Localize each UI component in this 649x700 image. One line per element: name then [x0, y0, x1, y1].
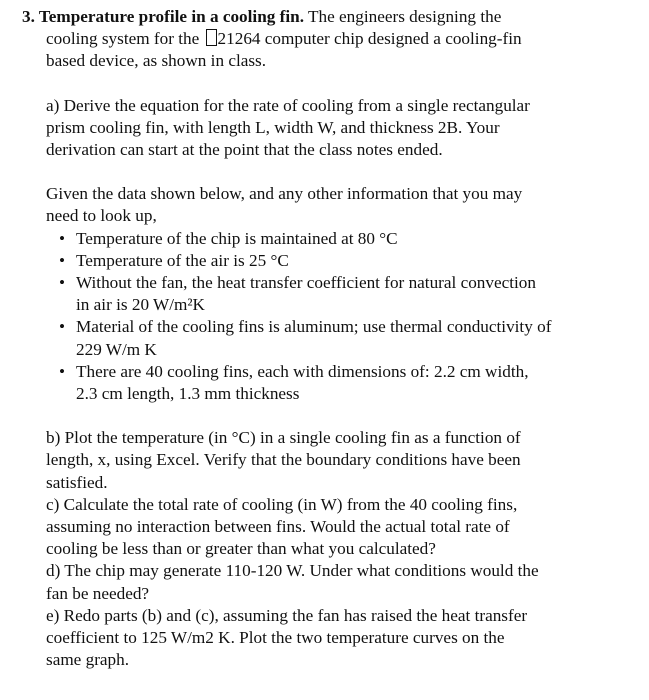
given-line: Given the data shown below, and any other information that you may: [46, 184, 523, 204]
part-a-line: derivation can start at the point that the class notes ended.: [46, 140, 443, 160]
part-d: [46, 560, 616, 604]
bullet-icon: •: [59, 250, 66, 270]
list-item: • Temperature of the chip is maintained at 80 °C: [46, 228, 616, 250]
given-line: need to look up,: [46, 206, 157, 226]
intro-text: The engineers designing the: [308, 7, 502, 26]
part-e-line: same graph.: [46, 650, 130, 670]
part-b: [46, 427, 616, 494]
part-e-line: e) Redo parts (b) and (c), assuming the fan has raised the heat transfer: [46, 605, 528, 625]
bullet-icon: •: [59, 273, 66, 293]
part-c-line: cooling be less than or greater than what you calculated?: [46, 539, 436, 559]
intro-line-2: cooling system for the 21264 computer chip designed a cooling-fin: [46, 29, 522, 49]
given-bullet-list: [46, 228, 616, 406]
part-e: [46, 605, 616, 672]
bullet-icon: •: [59, 228, 66, 248]
list-item: • Without the fan, the heat transfer coefficient for natural convection in air is 20 W/m²K: [59, 273, 536, 315]
part-b-line: b) Plot the temperature (in °C) in a single cooling fin as a function of: [46, 428, 521, 448]
part-a-line: prism cooling fin, with length L, width W, and thickness 2B. Your: [46, 117, 500, 137]
part-a: [46, 95, 616, 162]
part-d-line: fan be needed?: [46, 583, 150, 603]
part-b-line: length, x, using Excel. Verify that the boundary conditions have been: [46, 450, 521, 470]
bullet-icon: •: [59, 317, 66, 337]
part-c-line: assuming no interaction between fins. Would the actual total rate of: [46, 517, 510, 537]
part-b-line: satisfied.: [46, 472, 108, 492]
part-c-line: c) Calculate the total rate of cooling (in W) from the 40 cooling fins,: [46, 494, 518, 514]
part-d-line: d) The chip may generate 110-120 W. Under what conditions would the: [46, 561, 539, 581]
problem-title-line: [22, 6, 616, 28]
problem-document: [22, 6, 616, 671]
part-c: [46, 494, 616, 561]
given-data: [46, 183, 616, 405]
part-a-line: a) Derive the equation for the rate of cooling from a single rectangular: [46, 95, 530, 115]
intro-line-3: based device, as shown in class.: [46, 51, 267, 71]
list-item: • Temperature of the air is 25 °C: [46, 250, 616, 272]
list-item: • There are 40 cooling fins, each with dimensions of: 2.2 cm width, 2.3 cm length, 1.3 mm thickness: [59, 361, 529, 404]
bullet-icon: •: [59, 361, 66, 381]
problem-title: 3. Temperature profile in a cooling fin.: [22, 7, 305, 26]
part-e-line: coefficient to 125 W/m2 K. Plot the two temperature curves on the: [46, 628, 505, 648]
problem-intro: [22, 6, 616, 73]
missing-glyph-box: [206, 29, 217, 46]
list-item: • Material of the cooling fins is aluminum; use thermal conductivity of 229 W/m K: [59, 317, 552, 359]
